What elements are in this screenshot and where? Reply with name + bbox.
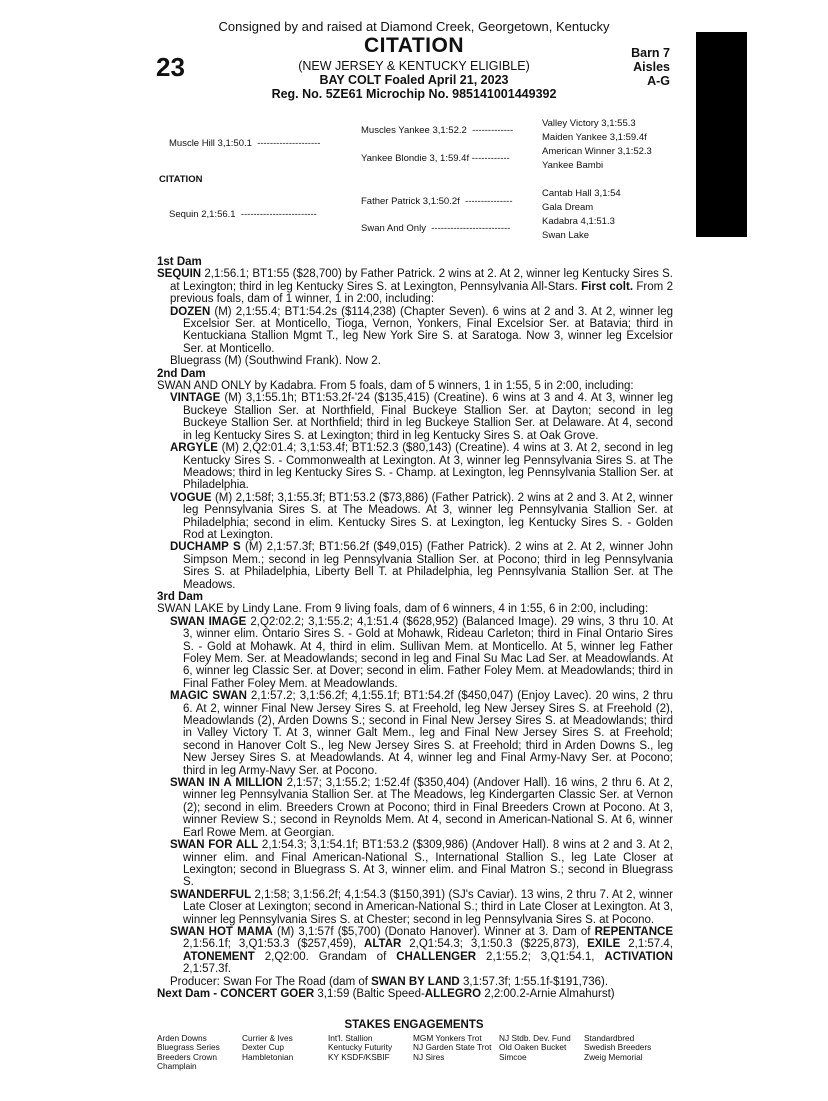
stakes-engagements-title: STAKES ENGAGEMENTS [344, 1019, 484, 1031]
second-dam-entry: DUCHAMP S (M) 2,1:57.3f; BT1:56.2f ($49,015) (Father Patrick). 2 wins at 2. At 2, winner John Simpson Mem.; second in leg Pennsylvania Stallion Ser. at Pocono; third in leg Pennsylvania Sires S. at Philadelphia, Liberty Bell T. at Philadelphia, leg Pennsylvania Stallion Ser. at The Meadows. [170, 541, 673, 591]
stakes-item: Currier & Ives [242, 1033, 293, 1043]
stakes-column-6 [584, 1034, 651, 1062]
stakes-item: NJ Garden State Trot [413, 1042, 492, 1053]
consignor-line: Consigned by and raised at Diamond Creek, Georgetown, Kentucky [218, 19, 610, 34]
hip-number: 23 [156, 52, 185, 82]
pedigree-gen4-7: Kadabra 4,1:51.3 [542, 216, 615, 227]
third-dam-entry: SWAN FOR ALL 2,1:54.3; 3,1:54.1f; BT1:53.2 ($309,986) (Andover Hall). 8 wins at 2 and 3. At 2, winner elim. and Final American-National S., International Stallion S., leg Late Closer at Lexington; second in Bluegrass S. At 3, winner elim. and Final Matron S.; second in Bluegrass S. [170, 839, 673, 889]
pedigree-gen4-6: Gala Dream [542, 202, 594, 213]
registration-line: Reg. No. 5ZE61 Microchip No. 985141001449392 [271, 87, 557, 101]
first-dam-heading: 1st Dam [157, 256, 202, 268]
pedigree-dam-sire: Father Patrick 3,1:50.2f --------------- [361, 196, 513, 207]
stakes-item: Dexter Cup [242, 1042, 284, 1053]
third-dam-entry: MAGIC SWAN 2,1:57.2; 3,1:56.2f; 4,1:55.1f; BT1:54.2f ($450,047) (Enjoy Lavec). 20 wins, 2 thru 6. At 2, winner Final New Jersey Sires S. at Freehold, leg New Jersey Sires S. at Freehold (2), Meadowlands (2), Arden Downs S.; second in Final New Jersey Sires S. at Meadowlands; third in Valley Victory T. At 3, winner Galt Mem., leg and Final New Jersey Sires S. at Freehold; second in Hanover Colt S., leg New Jersey Sires S. at Freehold; third in Arden Downs S., leg New Jersey Sires S. at Meadowlands. At 4, winner leg and Final Army-Navy Ser. at Pocono; third in leg Army-Navy Ser. at Pocono. [170, 690, 673, 777]
pedigree-gen4-1: Valley Victory 3,1:55.3 [542, 118, 636, 129]
stakes-item: Champlain [157, 1061, 197, 1072]
stakes-item: Swedish Breeders [584, 1042, 652, 1053]
barn-line: Barn 7 [631, 46, 670, 60]
stakes-column-3 [328, 1034, 392, 1062]
aisles-line: Aisles [633, 60, 670, 74]
black-redaction-box [696, 32, 747, 237]
third-dam-entry: SWANDERFUL 2,1:58; 3,1:56.2f; 4,1:54.3 ($150,391) (SJ's Caviar). 13 wins, 2 thru 7. At 2, winner Late Closer at Lexington; second in American-National S.; third in Late Closer at Lexington. At 3, winner leg Pennsylvania Sires S. at Chester; second in leg Pennsylvania Sires S. at Pocono. [170, 888, 673, 926]
stakes-item: Zweig Memorial [584, 1051, 643, 1062]
first-dam-foal-bluegrass: Bluegrass (M) (Southwind Frank). Now 2. [170, 355, 381, 368]
third-dam-entry-swan-hot-mama: SWAN HOT MAMA (M) 3,1:57f ($5,700) (Donato Hanover). Winner at 3. Dam of REPENTANCE 2,1:56.1f; 3,Q1:53.3 ($257,459), ALTAR 2,Q1:54.3; 3,1:50.3 ($225,873), EXILE 2,1:57.4, ATONEMENT 2,Q2:00. Grandam of CHALLENGER 2,1:55.2; 3,Q1:54.1, ACTIVATION 2,1:57.3f. [170, 925, 673, 976]
stakes-item: KY KSDF/KSBIF [328, 1051, 390, 1062]
stakes-item: Old Oaken Bucket [499, 1042, 567, 1053]
stakes-item: Hambletonian [242, 1051, 294, 1062]
stakes-item: NJ Sires [413, 1051, 445, 1062]
third-dam-entry: SWAN IN A MILLION 2,1:57; 3,1:55.2; 1:52.4f ($350,404) (Andover Hall). 16 wins, 2 thru 6. At 2, winner leg Pennsylvania Stallion Ser. at The Meadows, leg Kindergarten Classic Ser. at Vernon (2); second in elim. Breeders Crown at Pocono; third in Final Breeders Crown at Pocono. At 3, winner Review S.; second in Reynolds Mem. At 4, second in American-National S. At 6, winner Earl Rowe Mem. at Georgian. [170, 777, 673, 839]
first-dam-foal-dozen: DOZEN (M) 2,1:55.4; BT1:54.2s ($114,238) (Chapter Seven). 6 wins at 2 and 3. At 2, winner leg Excelsior Ser. at Monticello, Tioga, Vernon, Yonkers, Final Excelsior Ser. at Batavia; third in Kentuckiana Stallion Mgmt T., leg New York Sire S. at Saratoga. Now 3, winner leg Excelsior Ser. at Monticello. [170, 305, 673, 355]
stakes-item: Simcoe [499, 1051, 527, 1062]
second-dam-entry: VOGUE (M) 2,1:58f; 3,1:55.3f; BT1:53.2 ($73,886) (Father Patrick). 2 wins at 2 and 3. At 2, winner leg Pennsylvania Sires S. at The Meadows. At 3, winner leg Pennsylvania Stallion Ser. at Philadelphia; second in elim. Kentucky Sires S. at Lexington, leg Kentucky Sires S. - Golden Rod at Lexington. [170, 491, 673, 541]
stakes-item: MGM Yonkers Trot [413, 1033, 482, 1043]
aisles-range-line: A-G [647, 74, 670, 88]
second-dam-heading: 2nd Dam [157, 367, 206, 380]
pedigree-gen4-4: Yankee Bambi [542, 160, 604, 171]
stakes-item: Standardbred [584, 1033, 635, 1043]
stakes-item: Kentucky Futurity [328, 1042, 393, 1053]
stakes-item: Breeders Crown [157, 1051, 217, 1062]
pedigree-dam-dam: Swan And Only ------------------------- [361, 223, 511, 234]
second-dam-intro: SWAN AND ONLY by Kadabra. From 5 foals, dam of 5 winners, 1 in 1:55, 5 in 2:00, including: [157, 380, 634, 393]
horse-name-title: CITATION [363, 34, 465, 57]
next-dam-line: Next Dam - CONCERT GOER 3,1:59 (Baltic Speed-ALLEGRO 2,2:00.2-Arnie Almahurst) [157, 987, 615, 1000]
barn-location [620, 46, 670, 88]
stakes-column-1 [157, 1034, 220, 1072]
third-dam-heading: 3rd Dam [157, 590, 204, 603]
stakes-item: NJ Stdb. Dev. Fund [499, 1033, 571, 1043]
eligibility-line: (NEW JERSEY & KENTUCKY ELIGIBLE) [298, 59, 530, 73]
producer-line: Producer: Swan For The Road (dam of SWAN BY LAND 3,1:57.3f; 1:55.1f-$191,736). [170, 975, 609, 988]
stakes-column-2 [242, 1034, 293, 1062]
third-dam-entry: SWAN IMAGE 2,Q2:02.2; 3,1:55.2; 4,1:51.4 ($628,952) (Balanced Image). 29 wins, 3 thru 10. At 3, winner elim. Ontario Sires S. - Gold at Mohawk, Rideau Carleton; third in Final Ontario Sires S. - Gold at Mohawk. At 4, third in elim. Sullivan Mem. at Monticello. At 5, winner leg Father Foley Mem. Ser. at Meadowlands; second in leg and Final Su Mac Lad Ser. at Meadowlands. At 6, winner leg Classic Ser. at Dover; second in elim. Father Foley Mem. at Meadowlands; third in Final Father Foley Mem. at Meadowlands. [170, 615, 674, 690]
foaled-line: BAY COLT Foaled April 21, 2023 [319, 73, 509, 87]
catalog-body [157, 256, 673, 1000]
stakes-item: Arden Downs [157, 1033, 207, 1043]
pedigree-gen4-5: Cantab Hall 3,1:54 [542, 188, 621, 199]
pedigree-sire: Muscle Hill 3,1:50.1 -------------------- [169, 138, 321, 149]
second-dam-entry: VINTAGE (M) 3,1:55.1h; BT1:53.2f-'24 ($135,415) (Creatine). 6 wins at 3 and 4. At 3, winner leg Buckeye Stallion Ser. at Northfield, Final Buckeye Stallion Ser. at Dayton; second in leg Buckeye Stallion Ser. at Northfield; third in leg Buckeye Stallion Ser. at Delaware. At 4, second in leg Kentucky Sires S. at Lexington; third in leg Kentucky Sires S. at Oak Grove. [170, 392, 673, 442]
stakes-item: Int'l. Stallion [328, 1033, 373, 1043]
third-dam-intro: SWAN LAKE by Lindy Lane. From 9 living foals, dam of 6 winners, 4 in 1:55, 6 in 2:00, including: [157, 603, 649, 616]
first-dam-paragraph: SEQUIN 2,1:56.1; BT1:55 ($28,700) by Father Patrick. 2 wins at 2. At 2, winner leg Kentucky Sires S. at Lexington; third in leg Kentucky Sires S. at Lexington, Pennsylvania All-Stars. First colt. From 2 previous foals, dam of 1 winner, 1 in 2:00, including: [157, 268, 673, 306]
pedigree-gen4-3: American Winner 3,1:52.3 [542, 146, 652, 157]
pedigree-gen4-2: Maiden Yankee 3,1:59.4f [542, 132, 647, 143]
pedigree-sire-sire: Muscles Yankee 3,1:52.2 ------------- [361, 125, 514, 136]
pedigree-subject: CITATION [159, 174, 203, 185]
stakes-column-4 [413, 1034, 491, 1062]
stakes-item: Bluegrass Series [157, 1042, 220, 1053]
stakes-column-5 [499, 1034, 571, 1062]
pedigree-dam: Sequin 2,1:56.1 ------------------------ [169, 209, 317, 220]
second-dam-entry: ARGYLE (M) 2,Q2:01.4; 3,1:53.4f; BT1:52.3 ($80,143) (Creatine). 4 wins at 3. At 2, second in leg Kentucky Sires S. - Commonwealth at Lexington. At 3, winner leg Pennsylvania Sires S. at The Meadows; third in leg Kentucky Sires S. - Champ. at Lexington, leg Pennsylvania Stallion Ser. at Philadelphia. [170, 442, 673, 492]
pedigree-sire-dam: Yankee Blondie 3, 1:59.4f ------------ [361, 153, 510, 164]
pedigree-gen4-8: Swan Lake [542, 230, 590, 241]
